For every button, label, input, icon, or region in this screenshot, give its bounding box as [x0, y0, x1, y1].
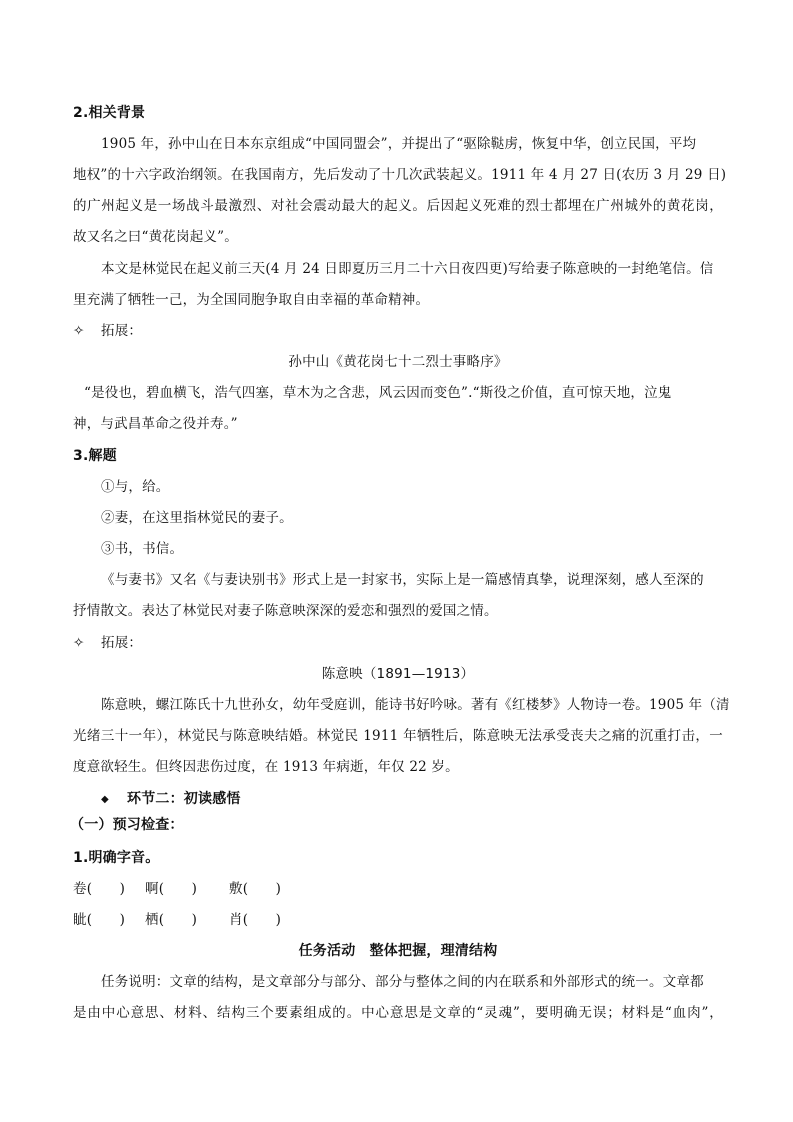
extension-row-1 [73, 321, 723, 341]
pronunciation-task: 1.明确字音。 [73, 850, 160, 866]
link2-heading-row [101, 789, 751, 810]
quote-title: 孙中山《黄花岗七十二烈士事略序》 [288, 354, 508, 370]
explain-para-line2: 抒情散文。表达了林觉民对妻子陈意映深深的爱恋和强烈的爱国之情。 [73, 603, 498, 619]
task-activity-line2: 是由中心意思、材料、结构三个要素组成的。中心意思是文章的“灵魂”，要明确无误；材料是“血肉”， [73, 1005, 723, 1021]
bio-line2: 光绪三十一年），林觉民与陈意映结婚。林觉民 1911 年牺牲后，陈意映无法承受丧夫之痛的沉重打击，一 [73, 728, 723, 744]
diamond-sparkle-icon: ✧ [73, 323, 85, 339]
pronunciation-blank[interactable]: 栖( ) [145, 912, 198, 928]
background-para2-line1: 本文是林觉民在起义前三天(4 月 24 日即夏历三月二十六日夜四更)写给妻子陈意映的一封绝笔信。信 [101, 261, 714, 277]
link2-heading: 环节二：初读感悟 [127, 791, 241, 807]
pronunciation-row-1 [73, 879, 723, 899]
pronunciation-blank[interactable]: 啊( ) [145, 881, 198, 897]
explain-item-3: ③书，书信。 [101, 541, 184, 557]
explain-item-1: ①与，给。 [101, 479, 170, 495]
bio-line1: 陈意映，螺江陈氏十九世孙女，幼年受庭训，能诗书好吟咏。著有《红楼梦》人物诗一卷。1905 年（清 [101, 697, 730, 713]
pronunciation-blank[interactable]: 眦( ) [73, 912, 126, 928]
pronunciation-blank[interactable]: 卷( ) [73, 881, 126, 897]
black-diamond-icon: ◆ [101, 794, 109, 805]
background-para1-line1: 1905 年，孙中山在日本东京组成“中国同盟会”，并提出了“驱除鞑虏，恢复中华，创立民国，平均 [101, 136, 697, 152]
diamond-sparkle-icon: ✧ [73, 635, 85, 651]
bio-title: 陈意映（1891—1913） [321, 666, 475, 682]
task-activity-line1: 任务说明：文章的结构，是文章部分与部分、部分与整体之间的内在联系和外部形式的统一。文章都 [101, 974, 704, 990]
extension-label: 拓展： [101, 323, 143, 339]
extension-label: 拓展： [101, 635, 143, 651]
background-para1-line4: 故又名之曰“黄花岗起义”。 [73, 229, 238, 245]
bio-line3: 度意欲轻生。但终因悲伤过度，在 1913 年病逝，年仅 22 岁。 [73, 759, 459, 775]
section-heading-background: 2.相关背景 [73, 105, 146, 121]
quote-line1: “是役也，碧血横飞，浩气四塞，草木为之含悲，风云因而变色”.“斯役之价值，直可惊天地，泣鬼 [84, 385, 672, 401]
section-heading-title-explain: 3.解题 [73, 448, 117, 464]
background-para2-line2: 里充满了牺牲一己，为全国同胞争取自由幸福的革命精神。 [73, 292, 430, 308]
pronunciation-row-2 [73, 910, 723, 930]
pronunciation-blank[interactable]: 敷( ) [229, 881, 282, 897]
task-activity-title: 任务活动 整体把握，理清结构 [298, 943, 498, 959]
pronunciation-blank[interactable]: 肖( ) [229, 912, 282, 928]
preview-check-heading: （一）预习检查： [70, 817, 184, 833]
quote-line2: 神，与武昌革命之役并寿。” [73, 416, 238, 432]
explain-para-line1: 《与妻书》又名《与妻诀别书》形式上是一封家书，实际上是一篇感情真挚，说理深刻，感人至深的 [101, 572, 704, 588]
explain-item-2: ②妻，在这里指林觉民的妻子。 [101, 510, 293, 526]
extension-row-2 [73, 633, 723, 653]
background-para1-line2: 地权”的十六字政治纲领。在我国南方，先后发动了十几次武装起义。1911 年 4 月 27 日(农历 3 月 29 日) [73, 167, 727, 183]
background-para1-line3: 的广州起义是一场战斗最激烈、对社会震动最大的起义。后因起义死难的烈士都埋在广州城外的黄花岗， [73, 198, 723, 214]
